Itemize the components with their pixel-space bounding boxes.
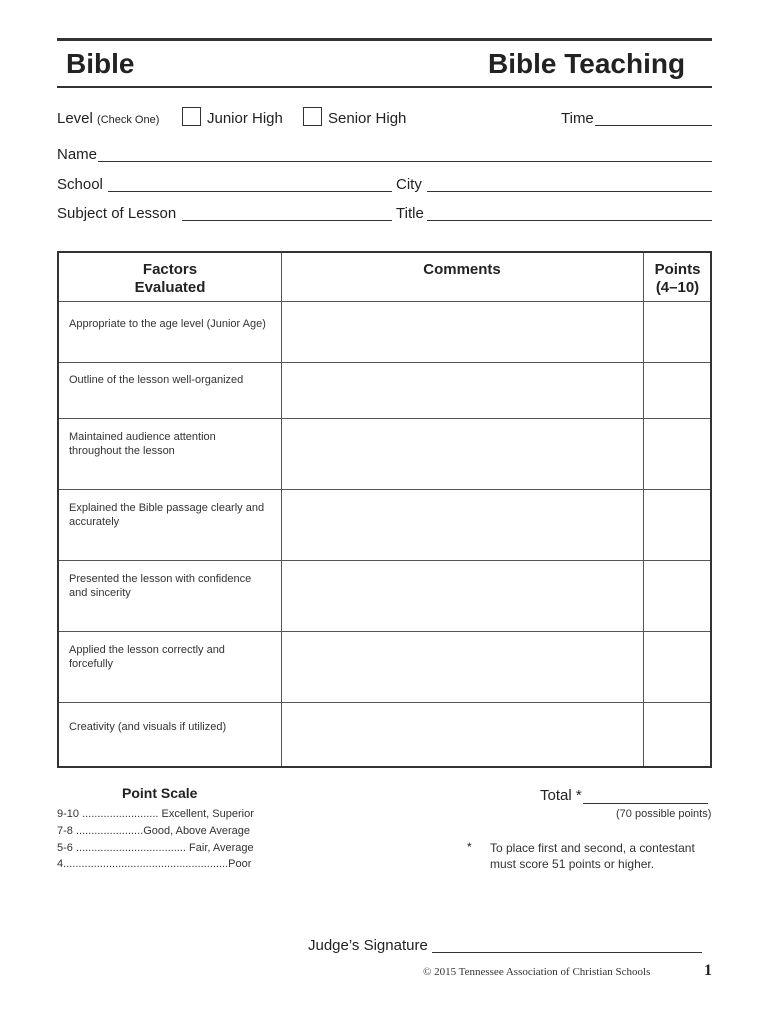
junior-high-checkbox[interactable]: [182, 107, 201, 126]
name-field[interactable]: [98, 161, 712, 162]
factor-label: [69, 317, 279, 331]
qualification-note-line1: To place first and second, a contestant: [490, 841, 695, 855]
school-label: School: [57, 176, 103, 193]
city-field[interactable]: [427, 191, 712, 192]
factor-label: [69, 373, 279, 387]
header-row-divider: [59, 301, 710, 302]
note-marker: *: [467, 840, 472, 854]
row-divider: [59, 702, 710, 703]
factor-label-line1: Explained the Bible passage clearly and: [69, 502, 265, 514]
school-field[interactable]: [108, 191, 392, 192]
factor-label-line1: Maintained audience attention: [69, 431, 216, 443]
possible-points: (70 possible points): [616, 808, 712, 820]
factor-label-line1: Creativity (and visuals if utilized): [69, 721, 227, 733]
level-label-text: Level: [57, 110, 93, 127]
point-scale-item: 5-6 .................................... Fair, Average: [57, 842, 254, 854]
factors-column-divider: [281, 253, 282, 766]
points-header: [643, 261, 712, 297]
row-divider: [59, 631, 710, 632]
evaluation-table: [57, 251, 712, 768]
senior-high-label: Senior High: [328, 110, 407, 127]
factors-header: [59, 261, 281, 297]
judge-signature-field[interactable]: [432, 952, 702, 953]
top-rule: [57, 38, 712, 41]
factor-label-line1: Appropriate to the age level (Junior Age): [69, 318, 266, 330]
factor-label-line1: Presented the lesson with confidence: [69, 573, 252, 585]
factor-label-line2: and sincerity: [69, 587, 131, 599]
time-field[interactable]: [595, 125, 712, 126]
copyright-notice: © 2015 Tennessee Association of Christian Schools: [423, 966, 651, 978]
header-bottom-rule: [57, 86, 712, 88]
row-divider: [59, 489, 710, 490]
judge-signature-label: Judge’s Signature: [308, 937, 428, 954]
factor-label: [69, 572, 279, 600]
factor-label: [69, 720, 279, 734]
row-divider: [59, 560, 710, 561]
points-column-divider: [643, 253, 644, 766]
factor-label: [69, 501, 279, 529]
title-field[interactable]: [427, 220, 712, 221]
point-scale-item: 7-8 ......................Good, Above Average: [57, 825, 251, 837]
subject-of-lesson-field[interactable]: [182, 220, 392, 221]
total-label: Total *: [540, 787, 582, 804]
factor-label-line1: Outline of the lesson well-organized: [69, 374, 244, 386]
comments-header: Comments: [423, 261, 501, 278]
factor-label-line2: accurately: [69, 516, 120, 528]
factor-label: [69, 643, 279, 671]
subject-heading: Bible: [66, 48, 135, 79]
points-header-line2: (4–10): [655, 279, 700, 296]
city-label: City: [396, 176, 422, 193]
name-label: Name: [57, 146, 98, 163]
form-title: Bible Teaching: [488, 48, 686, 79]
level-label: [57, 110, 159, 127]
factor-label-line1: Applied the lesson correctly and: [69, 644, 225, 656]
point-scale-item: 9-10 ......................... Excellent, Superior: [57, 808, 254, 820]
factors-header-line2: Evaluated: [134, 279, 206, 296]
factor-label-line2: throughout the lesson: [69, 445, 175, 457]
point-scale-item: 4......................................................Poor: [57, 858, 252, 870]
point-scale-title: Point Scale: [122, 785, 198, 801]
row-divider: [59, 362, 710, 363]
time-label: Time: [561, 110, 594, 127]
factor-label-line2: forcefully: [69, 658, 114, 670]
level-hint: (Check One): [97, 114, 160, 126]
points-header-line1: Points: [654, 261, 701, 278]
factor-label: [69, 430, 279, 458]
qualification-note-line2: must score 51 points or higher.: [490, 857, 655, 871]
row-divider: [59, 418, 710, 419]
senior-high-checkbox[interactable]: [303, 107, 322, 126]
factors-header-line1: Factors: [142, 261, 198, 278]
junior-high-label: Junior High: [207, 110, 283, 127]
qualification-note: [490, 840, 695, 872]
total-field[interactable]: [583, 803, 708, 804]
title-label: Title: [396, 205, 424, 222]
page-number: 1: [704, 962, 712, 979]
subject-of-lesson-label: Subject of Lesson: [57, 205, 177, 222]
